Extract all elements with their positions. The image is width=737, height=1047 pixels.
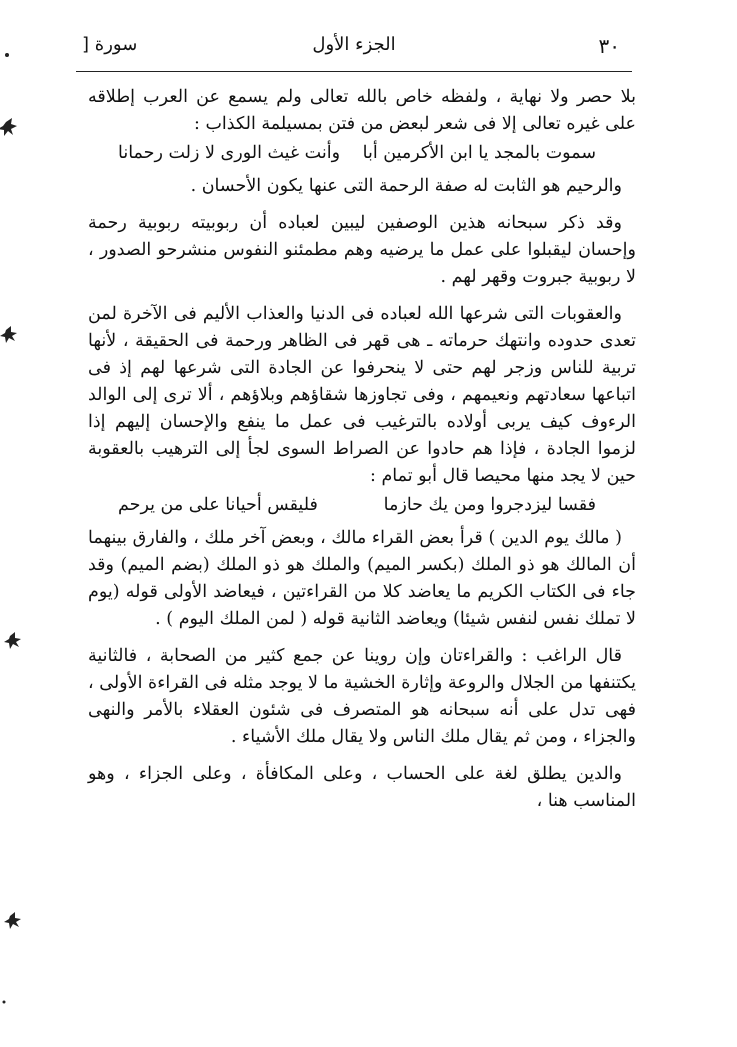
body-text: [88, 84, 636, 825]
ink-mark: [4, 632, 21, 649]
ink-mark: [0, 326, 17, 343]
verse-2-first-hemistich: فقسا ليزدجروا ومن يك حازما: [383, 495, 596, 515]
verse-1-first-hemistich: سموت بالمجد يا ابن الأكرمين أبا: [362, 143, 596, 163]
paragraph-4: والعقوبات التى شرعها الله لعباده فى الدنيا والعذاب الأليم فى الآخرة لمن تعدى حدوده وانتهك حرماته ـ هى قهر فى الظاهر ورحمة فى الحقيقة ، لأنها تربية للناس وزجر لهم حتى لا ينحرفوا عن الجادة التى شرعها لهم إذ فى اتباعها سعادتهم ونعيمهم ، وفى تجاوزها شقاؤهم وبلاؤهم ، ألا ترى إلى الوالد الرءوف كيف يربى أولاده بالترغيب فى عمل ما ينفع والإحسان إليهم إذا لزموا الجادة ، فإذا هم حادوا عن الصراط السوى لجأ إلى الترهيب بالعقوبة حين لا يجد منها محيصا قال أبو تمام :: [88, 304, 636, 486]
paragraph-5: ( مالك يوم الدين ) قرأ بعض القراء مالك ، وبعض آخر ملك ، والفارق بينهما أن المالك هو ذو الملك (بكسر الميم) والملك هو ذو الملك (بضم الميم) وقد جاء فى الكتاب الكريم ما يعاضد كلا من القراءتين ، فيعاضد الأولى قوله (يوم لا تملك نفس لنفس شيئا) ويعاضد الثانية قوله ( لمن الملك اليوم ) .: [88, 528, 636, 629]
verse-1-second-hemistich: وأنت غيث الورى لا زلت رحمانا: [118, 143, 341, 163]
ink-mark: [3, 1001, 6, 1004]
paragraph-2: والرحيم هو الثابت له صفة الرحمة التى عنها يكون الأحسان .: [190, 176, 622, 196]
ink-mark: [4, 912, 21, 929]
verse-1: [88, 140, 636, 167]
page-header: [76, 28, 632, 68]
page-number: ٣٠: [598, 34, 620, 58]
paragraph-3: وقد ذكر سبحانه هذين الوصفين ليبين لعباده أن ربوبيته ربوبية رحمة وإحسان ليقبلوا على عمل ما يرضيه وهم مطمئنو النفوس منشرحو الصدور ، لا ربوبية جبروت وقهر لهم .: [88, 213, 636, 287]
paragraph-7: والدين يطلق لغة على الحساب ، وعلى المكافأة ، وعلى الجزاء ، وهو المناسب هنا ،: [88, 764, 636, 811]
part-title: الجزء الأول: [312, 34, 396, 55]
verse-2-second-hemistich: فليقس أحيانا على من يرحم: [118, 495, 318, 515]
ink-mark: [5, 53, 9, 57]
surah-label-text: سورة: [94, 34, 138, 55]
surah-bracket: [: [82, 34, 90, 55]
paragraph-1: بلا حصر ولا نهاية ، ولفظه خاص بالله تعالى ولم يسمع عن العرب إطلاقه على غيره تعالى إلا فى شعر لبعض من فتن بمسيلمة الكذاب :: [88, 87, 636, 134]
surah-label: [82, 34, 137, 55]
header-rule: [76, 71, 632, 72]
ink-mark: [0, 118, 17, 136]
verse-2: [88, 492, 636, 519]
paragraph-6: قال الراغب : والقراءتان وإن روينا عن جمع كثير من الصحابة ، فالثانية يكتنفها من الجلال والروعة وإثارة الخشية ما لا يوجد مثله فى القراءة الأولى ، فهى تدل على أنه سبحانه هو المتصرف فى شئون العقلاء بالأمر والنهى والجزاء ، ومن ثم يقال ملك الناس ولا يقال ملك الأشياء .: [88, 646, 636, 747]
